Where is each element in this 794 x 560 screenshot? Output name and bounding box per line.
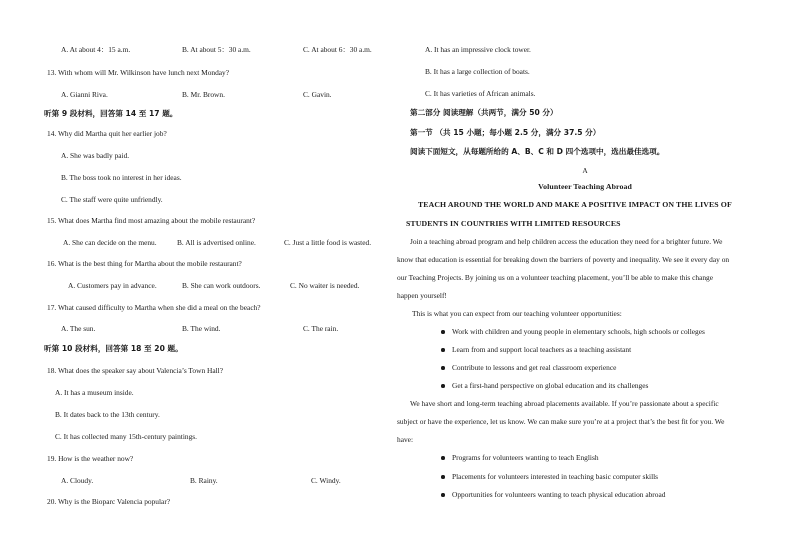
expect-item: Learn from and support local teachers as a teaching assistant xyxy=(452,345,632,354)
bullet-icon xyxy=(441,366,445,370)
paragraph-1-line-4: happen yourself! xyxy=(397,291,447,300)
q13-option-c: C. Gavin. xyxy=(303,90,332,99)
q15-option-b: B. All is advertised online. xyxy=(177,238,256,247)
paragraph-2-line-2: subject or have the experience, let us know. We can make sure you’re at a project that’s the best fit for you. We xyxy=(397,417,725,426)
section-1-heading: 第一节 （共 15 小题；每小题 2.5 分，满分 37.5 分） xyxy=(410,128,601,137)
q17-option-b: B. The wind. xyxy=(182,324,221,333)
bullet-icon xyxy=(441,456,445,460)
q17-option-a: A. The sun. xyxy=(61,324,96,333)
expect-item: Get a first-hand perspective on global education and its challenges xyxy=(452,381,649,390)
have-item: Placements for volunteers interested in teaching basic computer skills xyxy=(452,472,659,481)
have-item: Opportunities for volunteers wanting to teach physical education abroad xyxy=(452,490,666,499)
paragraph-1-line-1: Join a teaching abroad program and help children access the education they need for a brighter future. We xyxy=(410,237,723,246)
section-10-heading: 听第 10 段材料，回答第 18 至 20 题。 xyxy=(44,344,183,353)
bullet-icon xyxy=(441,493,445,497)
question-13: 13. With whom will Mr. Wilkinson have lunch next Monday? xyxy=(47,68,230,77)
question-20: 20. Why is the Bioparc Valencia popular? xyxy=(47,497,171,506)
q20-option-c: C. It has varieties of African animals. xyxy=(425,89,536,98)
q13-option-b: B. Mr. Brown. xyxy=(182,90,225,99)
bullet-icon xyxy=(441,330,445,334)
headline-line-1: TEACH AROUND THE WORLD AND MAKE A POSITIVE IMPACT ON THE LIVES OF xyxy=(418,200,732,209)
question-16: 16. What is the best thing for Martha about the mobile restaurant? xyxy=(47,259,242,268)
q14-option-a: A. She was badly paid. xyxy=(61,151,130,160)
q16-option-a: A. Customers pay in advance. xyxy=(68,281,157,290)
section-9-heading: 听第 9 段材料，回答第 14 至 17 题。 xyxy=(44,109,178,118)
passage-letter: A xyxy=(582,166,588,175)
q14-option-b: B. The boss took no interest in her ideas. xyxy=(61,173,182,182)
q20-option-a: A. It has an impressive clock tower. xyxy=(425,45,531,54)
q13-option-a: A. Gianni Riva. xyxy=(61,90,108,99)
expect-intro: This is what you can expect from our teaching volunteer opportunities: xyxy=(412,309,622,318)
expect-item: Contribute to lessons and get real classroom experience xyxy=(452,363,617,372)
headline-line-2: STUDENTS IN COUNTRIES WITH LIMITED RESOURCES xyxy=(406,219,621,228)
bullet-icon xyxy=(441,384,445,388)
question-18: 18. What does the speaker say about Valencia’s Town Hall? xyxy=(47,366,223,375)
question-14: 14. Why did Martha quit her earlier job? xyxy=(47,129,167,138)
q18-option-a: A. It has a museum inside. xyxy=(55,388,134,397)
bullet-icon xyxy=(441,348,445,352)
paragraph-2-line-3: have: xyxy=(397,435,414,444)
question-15: 15. What does Martha find most amazing about the mobile restaurant? xyxy=(47,216,256,225)
q16-option-b: B. She can work outdoors. xyxy=(182,281,261,290)
q19-option-a: A. Cloudy. xyxy=(61,476,94,485)
q15-option-c: C. Just a little food is wasted. xyxy=(284,238,372,247)
q16-option-c: C. No waiter is needed. xyxy=(290,281,360,290)
q18-option-c: C. It has collected many 15th-century paintings. xyxy=(55,432,198,441)
q15-option-a: A. She can decide on the menu. xyxy=(63,238,157,247)
q12-option-b: B. At about 5：30 a.m. xyxy=(182,45,251,54)
paragraph-1-line-2: know that education is essential for breaking down the barriers of poverty and inequality. We see it every day on xyxy=(397,255,730,264)
have-item: Programs for volunteers wanting to teach English xyxy=(452,453,599,462)
q19-option-b: B. Rainy. xyxy=(190,476,218,485)
passage-title: Volunteer Teaching Abroad xyxy=(538,182,632,191)
q17-option-c: C. The rain. xyxy=(303,324,339,333)
q14-option-c: C. The staff were quite unfriendly. xyxy=(61,195,163,204)
q12-option-a: A. At about 4：15 a.m. xyxy=(61,45,131,54)
bullet-icon xyxy=(441,475,445,479)
question-19: 19. How is the weather now? xyxy=(47,454,134,463)
q12-option-c: C. At about 6：30 a.m. xyxy=(303,45,372,54)
paragraph-2-line-1: We have short and long-term teaching abroad placements available. If you’re passionate about a specific xyxy=(410,399,719,408)
reading-instructions: 阅读下面短文，从每题所给的 A、B、C 和 D 四个选项中，选出最佳选项。 xyxy=(410,147,665,156)
paragraph-1-line-3: our Teaching Projects. By joining us on a volunteer teaching placement, you’ll be able to make this change xyxy=(397,273,714,282)
expect-item: Work with children and young people in elementary schools, high schools or colleges xyxy=(452,327,705,336)
q18-option-b: B. It dates back to the 13th century. xyxy=(55,410,160,419)
part-2-heading: 第二部分 阅读理解（共两节，满分 50 分） xyxy=(410,108,558,117)
q20-option-b: B. It has a large collection of boats. xyxy=(425,67,530,76)
question-17: 17. What caused difficulty to Martha when she did a meal on the beach? xyxy=(47,303,261,312)
q19-option-c: C. Windy. xyxy=(311,476,341,485)
